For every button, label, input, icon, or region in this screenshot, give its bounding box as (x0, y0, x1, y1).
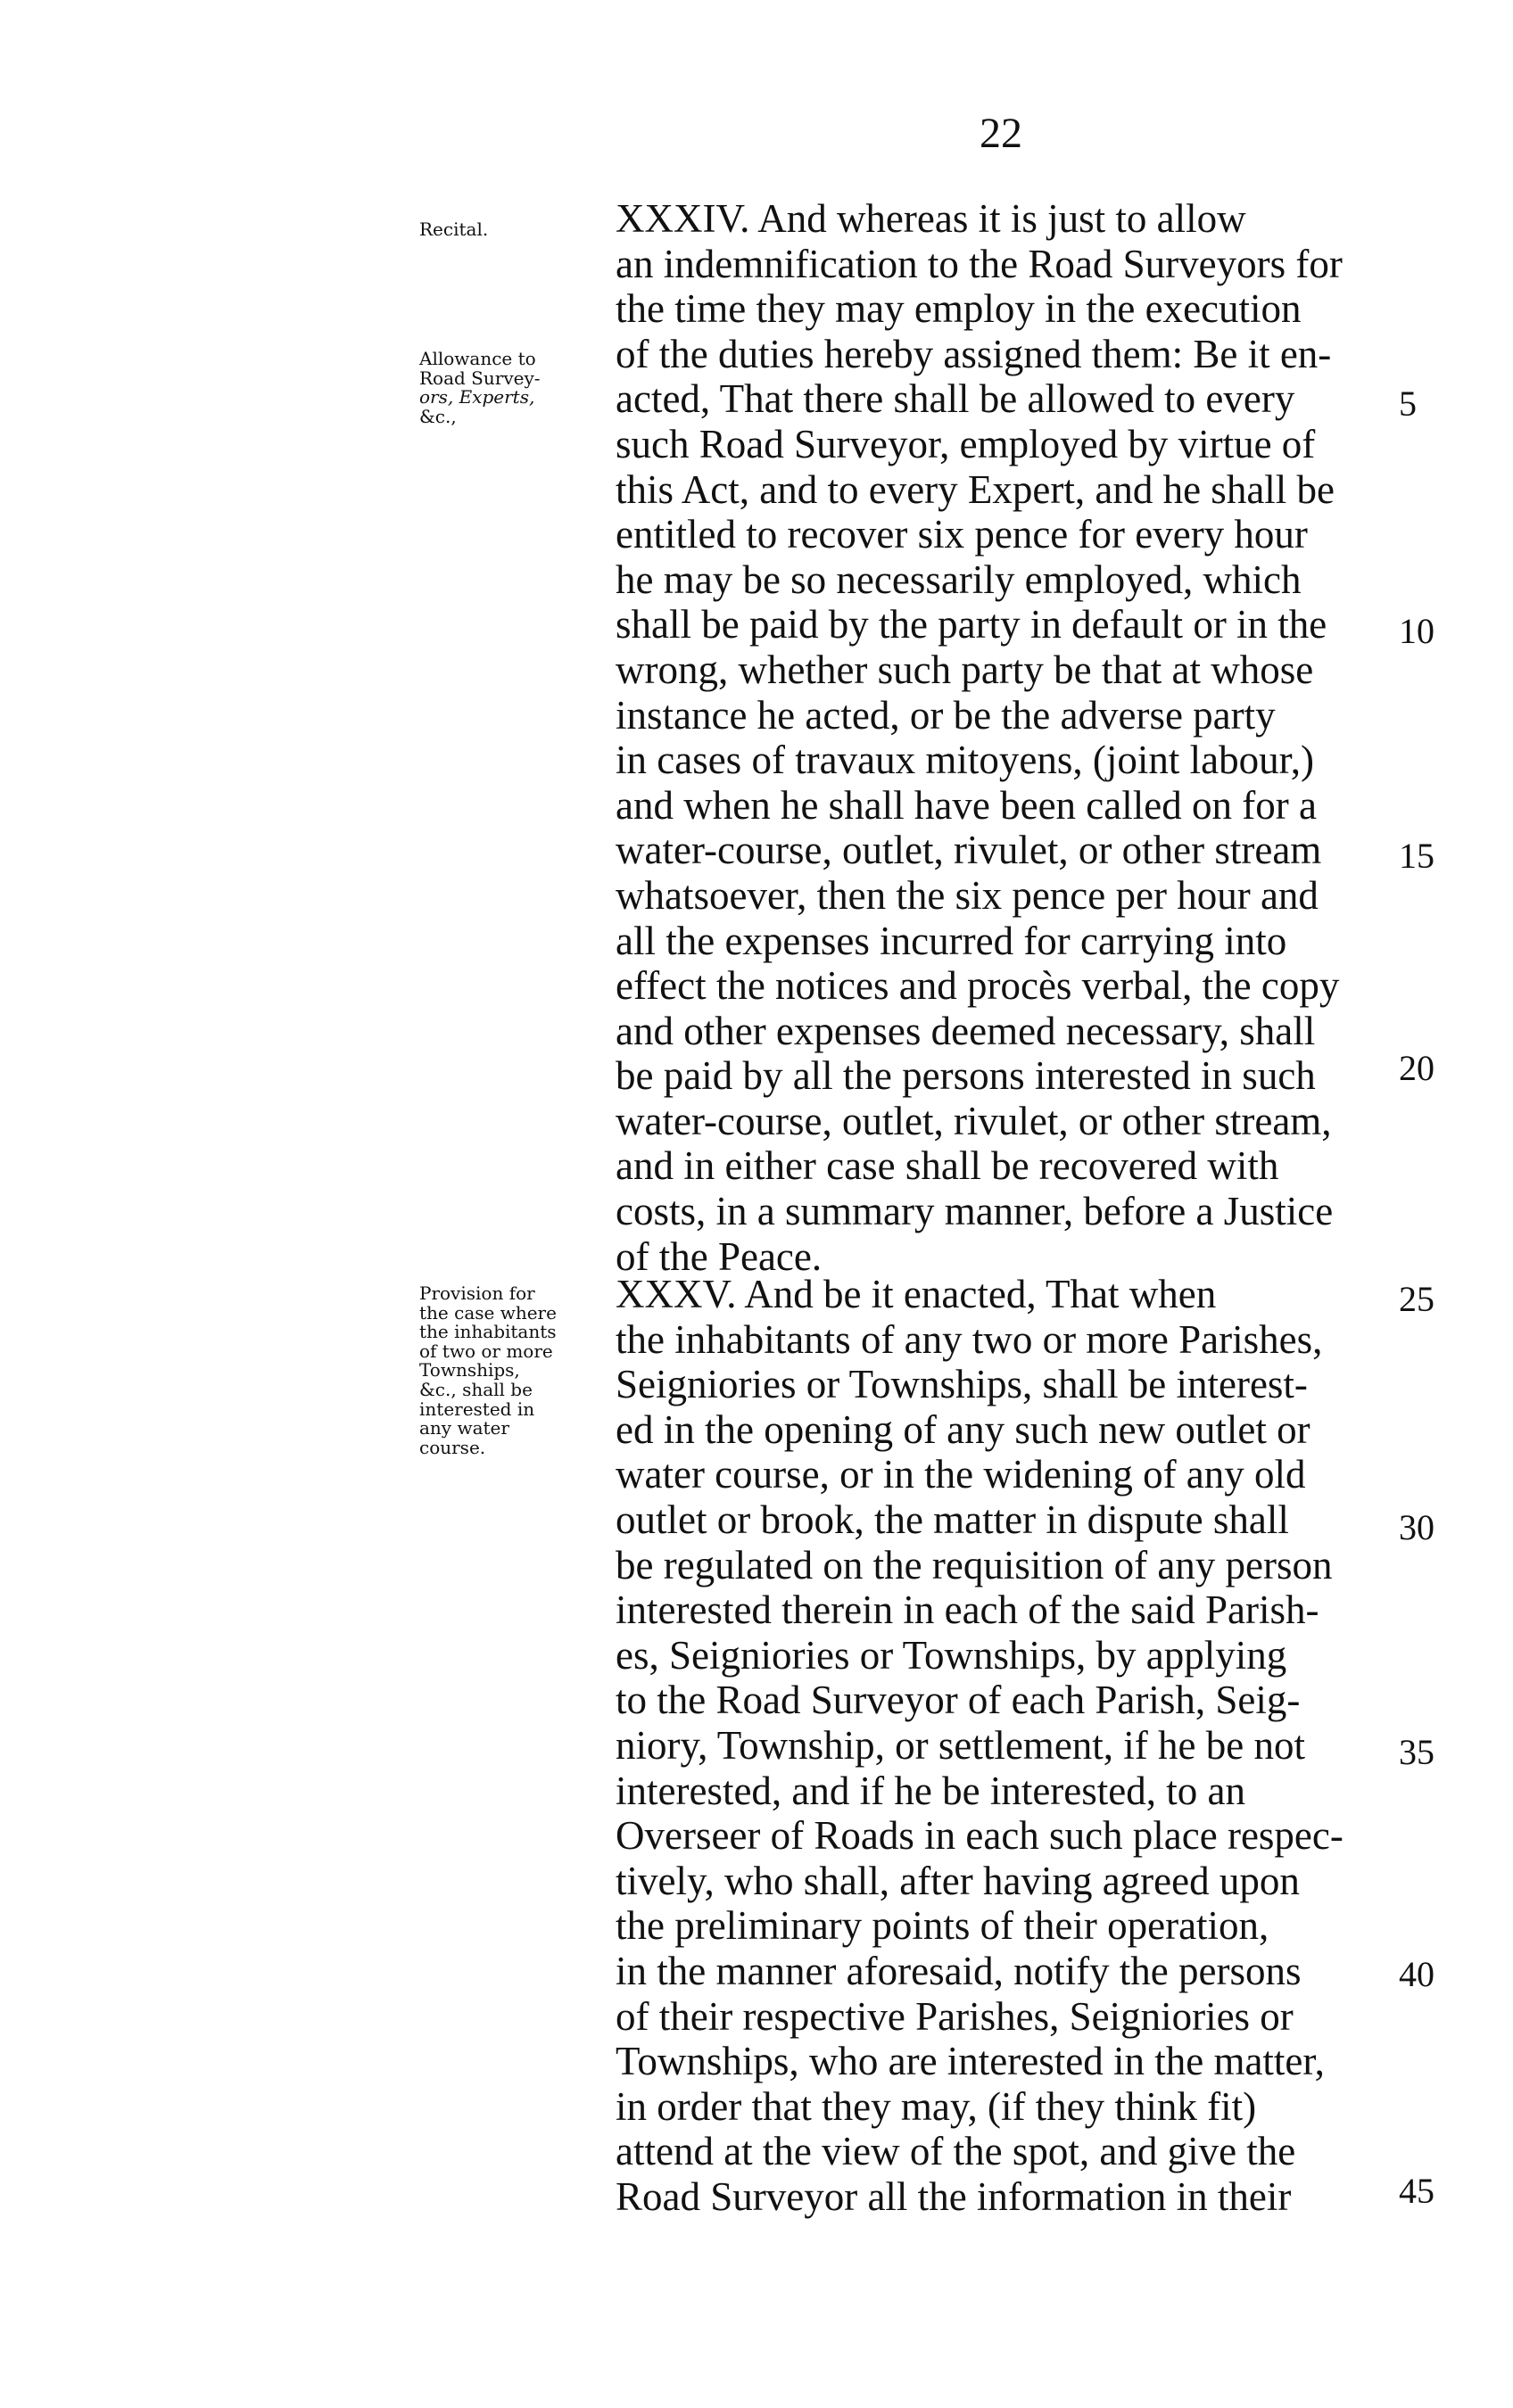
text-line: acted, That there shall be allowed to every (616, 376, 1295, 422)
margin-note-line: ors, Experts, (419, 386, 535, 408)
text-line: XXXV. And be it enacted, That when (616, 1272, 1217, 1316)
text-line: an indemnification to the Road Surveyors for (616, 241, 1343, 286)
margin-note-line: &c., (419, 405, 457, 427)
text-line: Seigniories or Townships, shall be interest- (616, 1362, 1308, 1407)
margin-note-line: course. (419, 1436, 486, 1458)
text-line: whatsoever, then the six pence per hour and (616, 872, 1319, 918)
text-line: and in either case shall be recovered with (616, 1143, 1279, 1189)
margin-note-line: any water (419, 1417, 509, 1439)
text-line: the preliminary points of their operation, (616, 1903, 1269, 1949)
text-line: Overseer of Roads in each such place respec- (616, 1813, 1344, 1859)
margin-note-line: Allowance to (419, 348, 536, 369)
text-line: XXXIV. And whereas it is just to allow (616, 196, 1246, 241)
text-line: entitled to recover six pence for every hour (616, 512, 1308, 557)
text-line: in cases of travaux mitoyens, (joint labour,) (616, 738, 1314, 783)
text-line: instance he acted, or be the adverse party (616, 692, 1276, 738)
margin-note-line: the inhabitants (419, 1321, 557, 1343)
text-line: outlet or brook, the matter in dispute shall (616, 1497, 1289, 1542)
line-number: 5 (1399, 383, 1417, 424)
margin-note-provision (419, 1284, 602, 1457)
text-line: and when he shall have been called on for a (616, 782, 1317, 828)
line-number: 10 (1399, 611, 1434, 651)
text-line: es, Seigniories or Townships, by applying (616, 1632, 1287, 1678)
text-line: wrong, whether such party be that at whose (616, 647, 1314, 692)
text-line: tively, who shall, after having agreed upon (616, 1858, 1300, 1903)
text-line: this Act, and to every Expert, and he shall be (616, 466, 1335, 512)
text-line: all the expenses incurred for carrying into (616, 918, 1287, 963)
line-number: 40 (1399, 1954, 1434, 1994)
line-number: 15 (1399, 836, 1434, 876)
text-line: in order that they may, (if they think fit) (616, 2083, 1257, 2129)
text-line: effect the notices and procès verbal, the copy (616, 963, 1340, 1009)
text-line: Road Surveyor all the information in their (616, 2173, 1292, 2219)
text-line: Townships, who are interested in the matter, (616, 2039, 1325, 2084)
margin-note-line: &c., shall be (419, 1378, 533, 1400)
text-line: shall be paid by the party in default or in the (616, 602, 1327, 647)
text-line: such Road Surveyor, employed by virtue of (616, 421, 1316, 466)
margin-note-line: Townships, (419, 1359, 520, 1381)
line-number: 30 (1399, 1507, 1434, 1547)
text-line: costs, in a summary manner, before a Justice (616, 1189, 1334, 1234)
line-number: 20 (1399, 1048, 1434, 1088)
text-line: in the manner aforesaid, notify the persons (616, 1948, 1302, 1993)
margin-note-line: Recital. (419, 219, 489, 240)
margin-note-line: of two or more (419, 1340, 553, 1362)
text-line: be regulated on the requisition of any person (616, 1542, 1333, 1587)
section-xxxv-text (616, 1272, 1436, 2219)
page-number: 22 (980, 110, 1022, 157)
text-line: to the Road Surveyor of each Parish, Seig- (616, 1678, 1301, 1723)
text-line: and other expenses deemed necessary, shall (616, 1008, 1316, 1053)
text-line: of the duties hereby assigned them: Be it en- (616, 331, 1332, 376)
margin-note-recital (419, 220, 602, 240)
text-line: the time they may employ in the execution (616, 286, 1302, 332)
text-line: water-course, outlet, rivulet, or other stream, (616, 1098, 1332, 1143)
text-line: he may be so necessarily employed, which (616, 557, 1302, 602)
margin-note-line: the case where (419, 1301, 557, 1324)
text-line: of their respective Parishes, Seigniories or (616, 1993, 1294, 2039)
line-number: 25 (1399, 1279, 1434, 1319)
text-line: interested therein in each of the said Parish- (616, 1587, 1319, 1633)
margin-note-allowance (419, 350, 602, 426)
text-line: water course, or in the widening of any old (616, 1452, 1306, 1497)
margin-note-line: Provision for (419, 1282, 535, 1304)
margin-note-line: Road Survey- (419, 367, 541, 389)
line-number: 45 (1399, 2171, 1434, 2211)
text-line: water-course, outlet, rivulet, or other stream (616, 828, 1322, 873)
text-line: interested, and if he be interested, to an (616, 1768, 1245, 1813)
section-xxxiv-text (616, 196, 1436, 1279)
text-line: the inhabitants of any two or more Parishes, (616, 1316, 1323, 1362)
text-line: niory, Township, or settlement, if he be not (616, 1722, 1305, 1768)
margin-note-line: interested in (419, 1398, 535, 1420)
text-line: be paid by all the persons interested in such (616, 1053, 1316, 1099)
text-line: attend at the view of the spot, and give the (616, 2129, 1296, 2174)
text-line: ed in the opening of any such new outlet or (616, 1406, 1310, 1452)
text-line: of the Peace. (616, 1233, 823, 1279)
line-number: 35 (1399, 1732, 1434, 1772)
